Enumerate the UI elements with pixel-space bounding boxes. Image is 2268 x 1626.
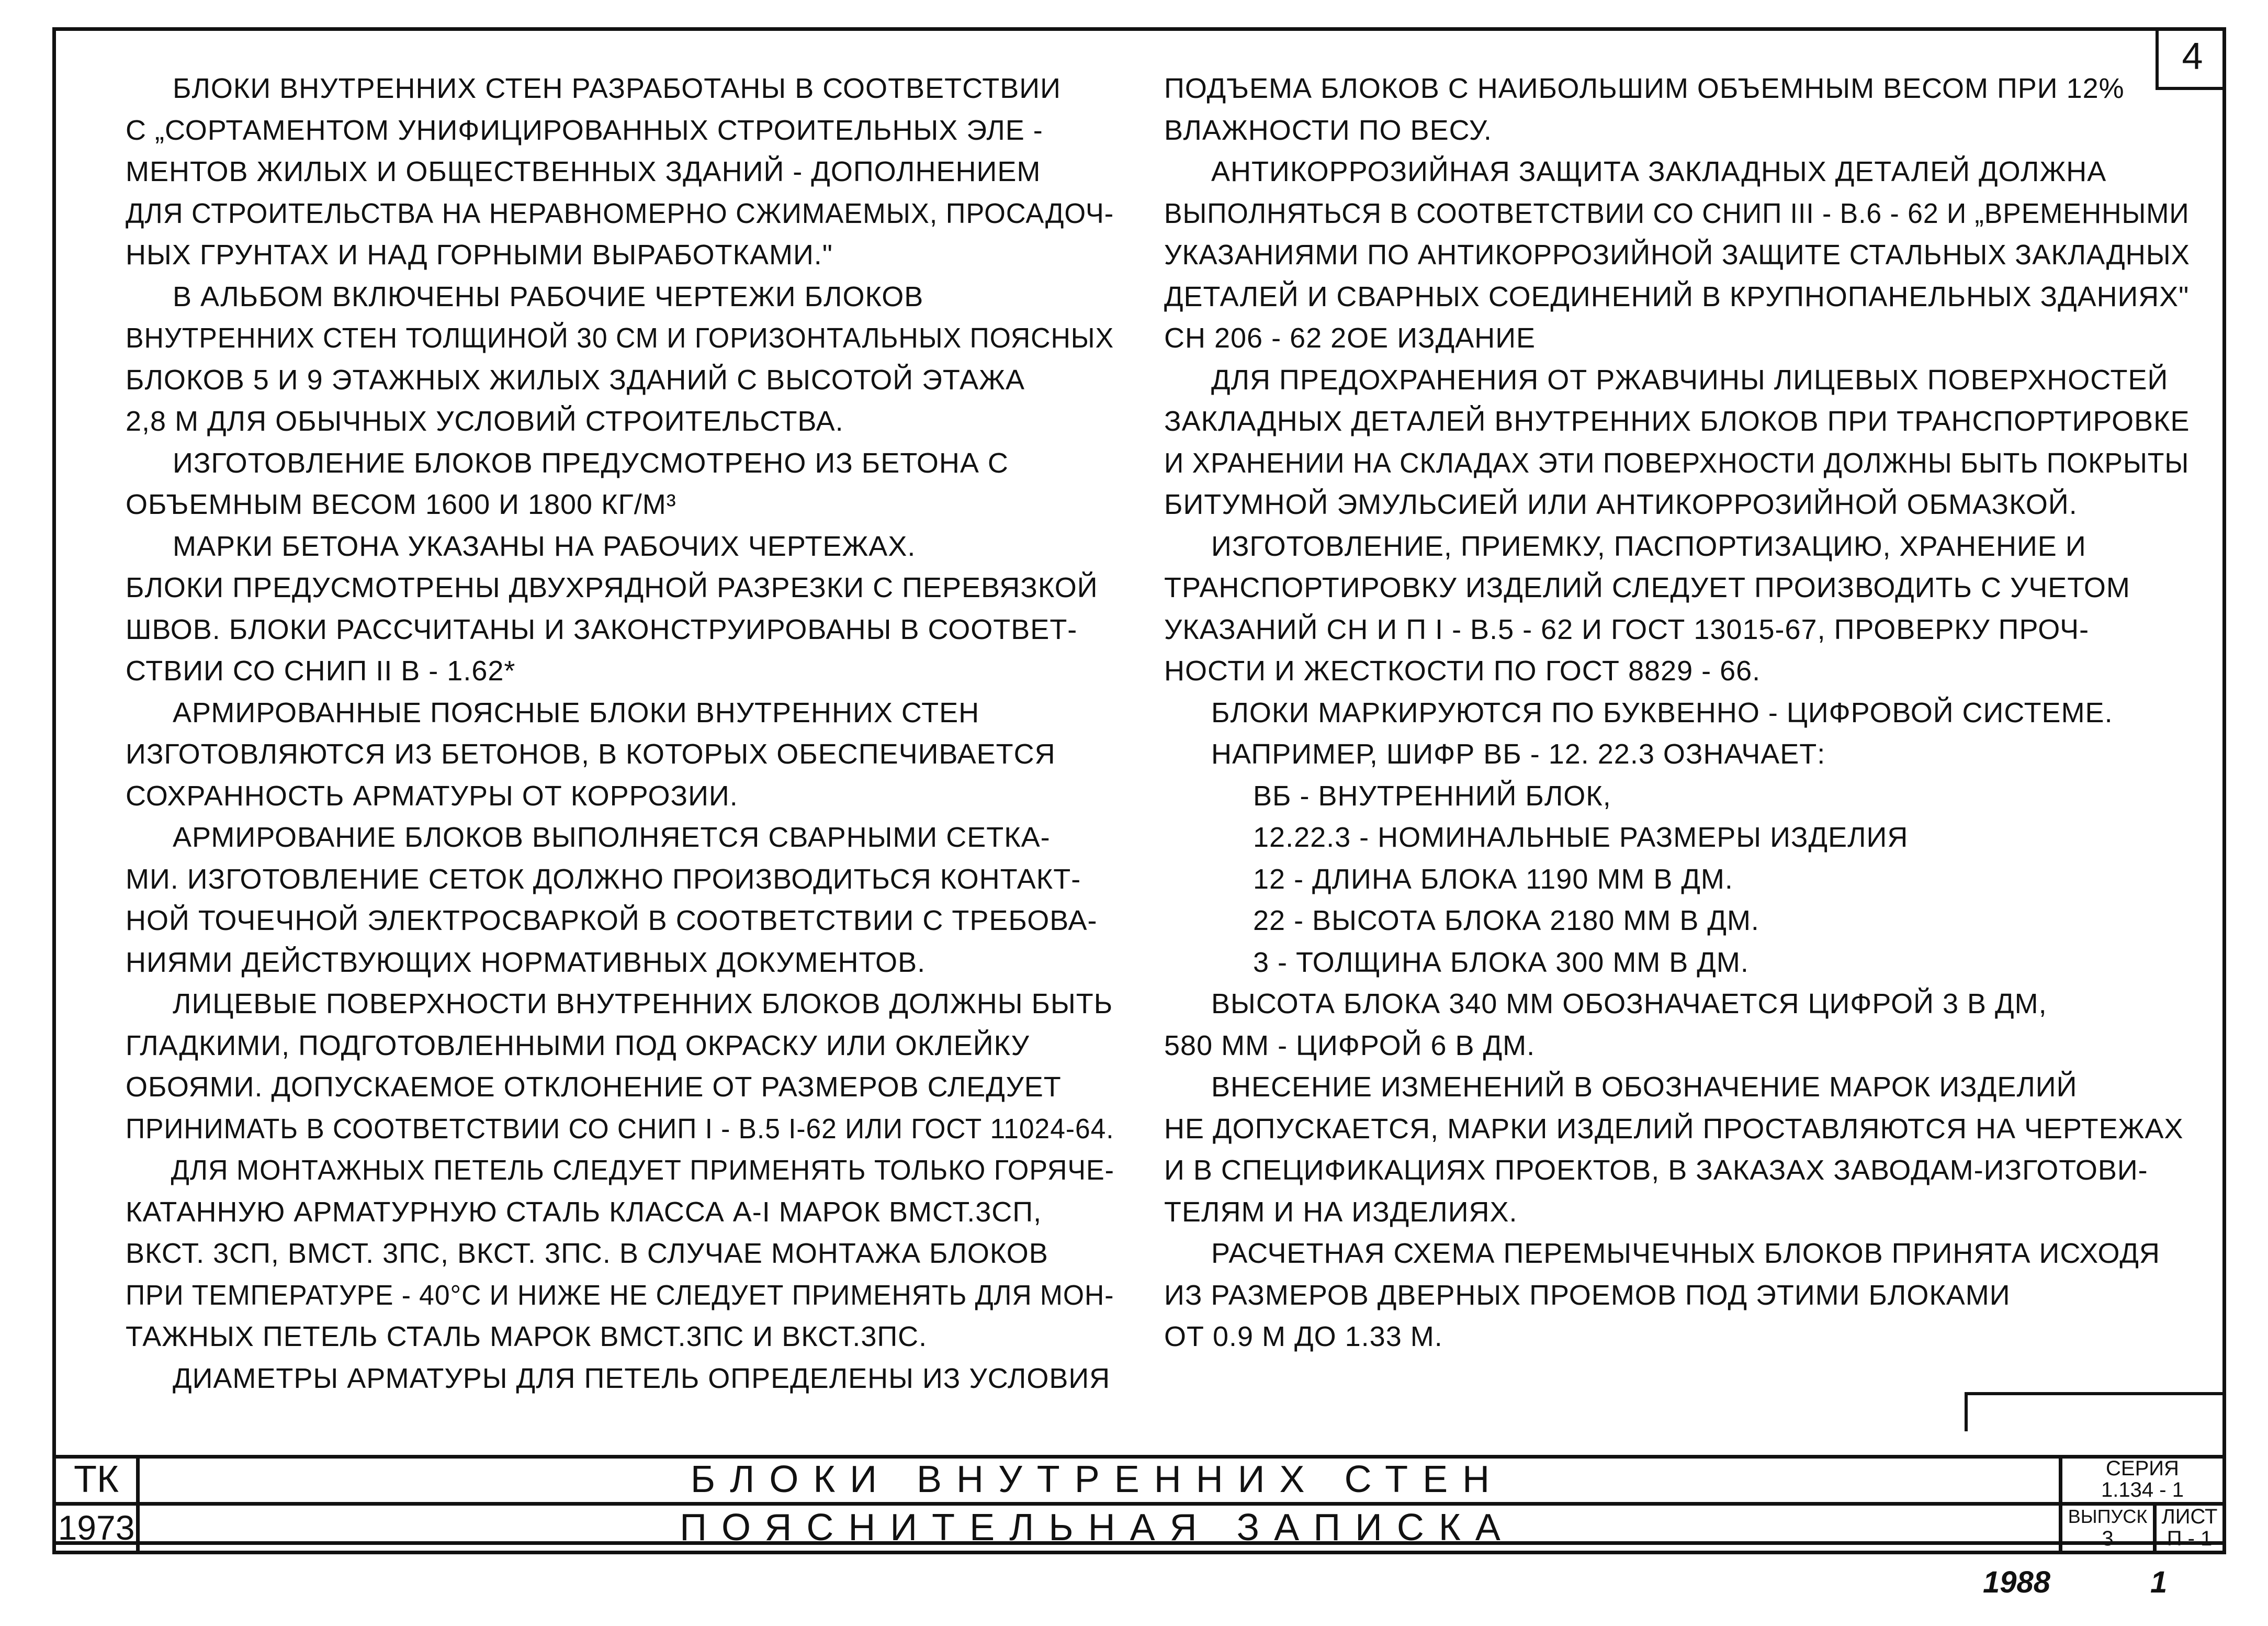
text-line: ЗАКЛАДНЫХ ДЕТАЛЕЙ ВНУТРЕННИХ БЛОКОВ ПРИ ТРАНСПОРТИРОВКЕ [1164, 406, 2190, 437]
left-text-column [126, 68, 1114, 1399]
issue-label: ВЫПУСК [2068, 1506, 2148, 1527]
text-line: ВЛАЖНОСТИ ПО ВЕСУ. [1164, 114, 1492, 146]
text-line: СН 206 - 62 2ОЕ ИЗДАНИЕ [1164, 322, 1536, 354]
text-line: 580 ММ - ЦИФРОЙ 6 В ДМ. [1164, 1029, 1536, 1061]
text-line: БЛОКИ ВНУТРЕННИХ СТЕН РАЗРАБОТАНЫ В СООТВЕТСТВИИ [173, 73, 1061, 104]
text-line: ПРИ ТЕМПЕРАТУРЕ - 40°С И НИЖЕ НЕ СЛЕДУЕТ ПРИМЕНЯТЬ ДЛЯ МОН- [126, 1279, 1114, 1311]
text-line: ИЗГОТОВЛЕНИЕ БЛОКОВ ПРЕДУСМОТРЕНО ИЗ БЕТОНА С [173, 447, 1009, 479]
title-block-divider-3 [2153, 1502, 2157, 1554]
text-line: ТАЖНЫХ ПЕТЕЛЬ СТАЛЬ МАРОК ВМСТ.3ПС И ВКСТ.3ПС. [126, 1321, 928, 1352]
text-line: ДЛЯ СТРОИТЕЛЬСТВА НА НЕРАВНОМЕРНО СЖИМАЕМЫХ, ПРОСАДОЧ- [126, 197, 1114, 229]
text-line: ДЛЯ МОНТАЖНЫХ ПЕТЕЛЬ СЛЕДУЕТ ПРИМЕНЯТЬ ТОЛЬКО ГОРЯЧЕ- [171, 1154, 1114, 1186]
text-line: АНТИКОРРОЗИЙНАЯ ЗАЩИТА ЗАКЛАДНЫХ ДЕТАЛЕЙ ДОЛЖНА [1211, 156, 2107, 187]
text-line: 3 - ТОЛЩИНА БЛОКА 300 ММ В ДМ. [1253, 946, 1749, 978]
series-label: СЕРИЯ [2106, 1457, 2179, 1480]
text-line: СОХРАННОСТЬ АРМАТУРЫ ОТ КОРРОЗИИ. [126, 780, 738, 812]
text-line: ТРАНСПОРТИРОВКУ ИЗДЕЛИЙ СЛЕДУЕТ ПРОИЗВОДИТЬ С УЧЕТОМ [1164, 572, 2130, 603]
text-line: НОЙ ТОЧЕЧНОЙ ЭЛЕКТРОСВАРКОЙ В СООТВЕТСТВИИ С ТРЕБОВА- [126, 905, 1098, 936]
year: 1973 [58, 1508, 135, 1547]
org-code: ТК [74, 1459, 119, 1500]
text-line: СТВИИ СО СНИП II В - 1.62* [126, 655, 516, 687]
text-line: ТЕЛЯМ И НА ИЗДЕЛИЯХ. [1164, 1196, 1518, 1228]
text-line: ДИАМЕТРЫ АРМАТУРЫ ДЛЯ ПЕТЕЛЬ ОПРЕДЕЛЕНЫ ИЗ УСЛОВИЯ [173, 1362, 1111, 1394]
text-line: ВЫСОТА БЛОКА 340 ММ ОБОЗНАЧАЕТСЯ ЦИФРОЙ 3 В ДМ, [1211, 988, 2047, 1019]
text-line: НОСТИ И ЖЕСТКОСТИ ПО ГОСТ 8829 - 66. [1164, 655, 1761, 687]
text-line: ДЕТАЛЕЙ И СВАРНЫХ СОЕДИНЕНИЙ В КРУПНОПАНЕЛЬНЫХ ЗДАНИЯХ" [1164, 281, 2190, 312]
stamp-year: 1988 [1983, 1565, 2051, 1599]
text-line: И ХРАНЕНИИ НА СКЛАДАХ ЭТИ ПОВЕРХНОСТИ ДОЛЖНЫ БЫТЬ ПОКРЫТЫ [1164, 447, 2190, 479]
title-block-divider-2 [2059, 1455, 2062, 1554]
text-line: РАСЧЕТНАЯ СХЕМА ПЕРЕМЫЧЕЧНЫХ БЛОКОВ ПРИНЯТА ИСХОДЯ [1211, 1238, 2160, 1269]
text-line: 2,8 М ДЛЯ ОБЫЧНЫХ УСЛОВИЙ СТРОИТЕЛЬСТВА. [126, 406, 844, 437]
text-line: ВЫПОЛНЯТЬСЯ В СООТВЕТСТВИИ СО СНИП III - В.6 - 62 И „ВРЕМЕННЫМИ [1164, 197, 2190, 229]
text-line: УКАЗАНИЯМИ ПО АНТИКОРРОЗИЙНОЙ ЗАЩИТЕ СТАЛЬНЫХ ЗАКЛАДНЫХ [1164, 239, 2190, 271]
sheet-label: ЛИСТ [2161, 1505, 2218, 1528]
text-line: ПОДЪЕМА БЛОКОВ С НАИБОЛЬШИМ ОБЪЕМНЫМ ВЕСОМ ПРИ 12% [1164, 73, 2125, 104]
text-line: ИЗГОТОВЛЕНИЕ, ПРИЕМКУ, ПАСПОРТИЗАЦИЮ, ХРАНЕНИЕ И [1211, 530, 2086, 562]
text-line: 12.22.3 - НОМИНАЛЬНЫЕ РАЗМЕРЫ ИЗДЕЛИЯ [1253, 822, 1909, 853]
text-line: В АЛЬБОМ ВКЛЮЧЕНЫ РАБОЧИЕ ЧЕРТЕЖИ БЛОКОВ [173, 281, 924, 312]
text-line: КАТАННУЮ АРМАТУРНУЮ СТАЛЬ КЛАССА А-I МАРОК ВМСТ.3СП, [126, 1196, 1042, 1228]
text-line: ОТ 0.9 М ДО 1.33 М. [1164, 1321, 1443, 1352]
issue-value: 3 [2102, 1527, 2114, 1550]
text-line: ВБ - ВНУТРЕННИЙ БЛОК, [1253, 780, 1611, 812]
text-line: ИЗГОТОВЛЯЮТСЯ ИЗ БЕТОНОВ, В КОТОРЫХ ОБЕСПЕЧИВАЕТСЯ [126, 738, 1056, 770]
right-text-column [1164, 68, 2190, 1358]
page-number: 4 [2156, 27, 2226, 90]
document-subtitle: ПОЯСНИТЕЛЬНАЯ ЗАПИСКА [680, 1507, 1515, 1549]
text-line: УКАЗАНИЙ СН И П I - В.5 - 62 И ГОСТ 13015-67, ПРОВЕРКУ ПРОЧ- [1164, 613, 2090, 645]
text-line: ШВОВ. БЛОКИ РАССЧИТАНЫ И ЗАКОНСТРУИРОВАНЫ В СООТВЕТ- [126, 613, 1078, 645]
corner-mark [1965, 1392, 2226, 1431]
text-line: НАПРИМЕР, ШИФР ВБ - 12. 22.3 ОЗНАЧАЕТ: [1211, 738, 1826, 770]
text-line: ГЛАДКИМИ, ПОДГОТОВЛЕННЫМИ ПОД ОКРАСКУ ИЛИ ОКЛЕЙКУ [126, 1029, 1030, 1061]
text-line: И В СПЕЦИФИКАЦИЯХ ПРОЕКТОВ, В ЗАКАЗАХ ЗАВОДАМ-ИЗГОТОВИ- [1164, 1154, 2148, 1186]
text-line: ОБОЯМИ. ДОПУСКАЕМОЕ ОТКЛОНЕНИЕ ОТ РАЗМЕРОВ СЛЕДУЕТ [126, 1071, 1062, 1103]
text-line: НЕ ДОПУСКАЕТСЯ, МАРКИ ИЗДЕЛИЙ ПРОСТАВЛЯЮТСЯ НА ЧЕРТЕЖАХ [1164, 1113, 2184, 1145]
text-line: ВНЕСЕНИЕ ИЗМЕНЕНИЙ В ОБОЗНАЧЕНИЕ МАРОК ИЗДЕЛИЙ [1211, 1071, 2078, 1103]
text-line: БИТУМНОЙ ЭМУЛЬСИЕЙ ИЛИ АНТИКОРРОЗИЙНОЙ ОБМАЗКОЙ. [1164, 489, 2078, 520]
stamp-number: 1 [2150, 1565, 2168, 1599]
text-line: НИЯМИ ДЕЙСТВУЮЩИХ НОРМАТИВНЫХ ДОКУМЕНТОВ. [126, 946, 926, 978]
text-line: ВКСТ. 3СП, ВМСТ. 3ПС, ВКСТ. 3ПС. В СЛУЧАЕ МОНТАЖА БЛОКОВ [126, 1238, 1048, 1269]
text-line: ЛИЦЕВЫЕ ПОВЕРХНОСТИ ВНУТРЕННИХ БЛОКОВ ДОЛЖНЫ БЫТЬ [173, 988, 1113, 1019]
text-line: ДЛЯ ПРЕДОХРАНЕНИЯ ОТ РЖАВЧИНЫ ЛИЦЕВЫХ ПОВЕРХНОСТЕЙ [1211, 364, 2169, 396]
text-line: ВНУТРЕННИХ СТЕН ТОЛЩИНОЙ 30 СМ И ГОРИЗОНТАЛЬНЫХ ПОЯСНЫХ [126, 322, 1114, 354]
text-line: БЛОКИ ПРЕДУСМОТРЕНЫ ДВУХРЯДНОЙ РАЗРЕЗКИ С ПЕРЕВЯЗКОЙ [126, 572, 1098, 603]
text-line: АРМИРОВАНИЕ БЛОКОВ ВЫПОЛНЯЕТСЯ СВАРНЫМИ СЕТКА- [173, 822, 1051, 853]
text-line: 22 - ВЫСОТА БЛОКА 2180 ММ В ДМ. [1253, 905, 1759, 936]
text-line: ОБЪЕМНЫМ ВЕСОМ 1600 И 1800 КГ/М³ [126, 489, 676, 520]
text-line: АРМИРОВАННЫЕ ПОЯСНЫЕ БЛОКИ ВНУТРЕННИХ СТЕН [173, 697, 980, 728]
title-block-right-border [2222, 1455, 2226, 1554]
text-line: С „СОРТАМЕНТОМ УНИФИЦИРОВАННЫХ СТРОИТЕЛЬНЫХ ЭЛЕ - [126, 114, 1043, 146]
text-line: 12 - ДЛИНА БЛОКА 1190 ММ В ДМ. [1253, 863, 1733, 895]
document-title: БЛОКИ ВНУТРЕННИХ СТЕН [690, 1459, 1505, 1500]
text-line: МАРКИ БЕТОНА УКАЗАНЫ НА РАБОЧИХ ЧЕРТЕЖАХ. [173, 530, 916, 562]
text-line: МИ. ИЗГОТОВЛЕНИЕ СЕТОК ДОЛЖНО ПРОИЗВОДИТЬСЯ КОНТАКТ- [126, 863, 1081, 895]
title-block-bottom-border [52, 1551, 2226, 1554]
text-line: НЫХ ГРУНТАХ И НАД ГОРНЫМИ ВЫРАБОТКАМИ." [126, 239, 833, 271]
text-line: БЛОКИ МАРКИРУЮТСЯ ПО БУКВЕННО - ЦИФРОВОЙ СИСТЕМЕ. [1211, 697, 2113, 728]
series-value: 1.134 - 1 [2101, 1478, 2184, 1501]
title-block [52, 1455, 2226, 1554]
text-line: ПРИНИМАТЬ В СООТВЕТСТВИИ СО СНИП I - В.5 I-62 ИЛИ ГОСТ 11024-64. [126, 1113, 1114, 1145]
text-line: МЕНТОВ ЖИЛЫХ И ОБЩЕСТВЕННЫХ ЗДАНИЙ - ДОПОЛНЕНИЕМ [126, 156, 1041, 187]
title-block-left-border [52, 1455, 56, 1554]
text-line: БЛОКОВ 5 И 9 ЭТАЖНЫХ ЖИЛЫХ ЗДАНИЙ С ВЫСОТОЙ ЭТАЖА [126, 364, 1025, 396]
text-line: ИЗ РАЗМЕРОВ ДВЕРНЫХ ПРОЕМОВ ПОД ЭТИМИ БЛОКАМИ [1164, 1279, 2011, 1311]
sheet-value: П - 1 [2167, 1527, 2213, 1550]
